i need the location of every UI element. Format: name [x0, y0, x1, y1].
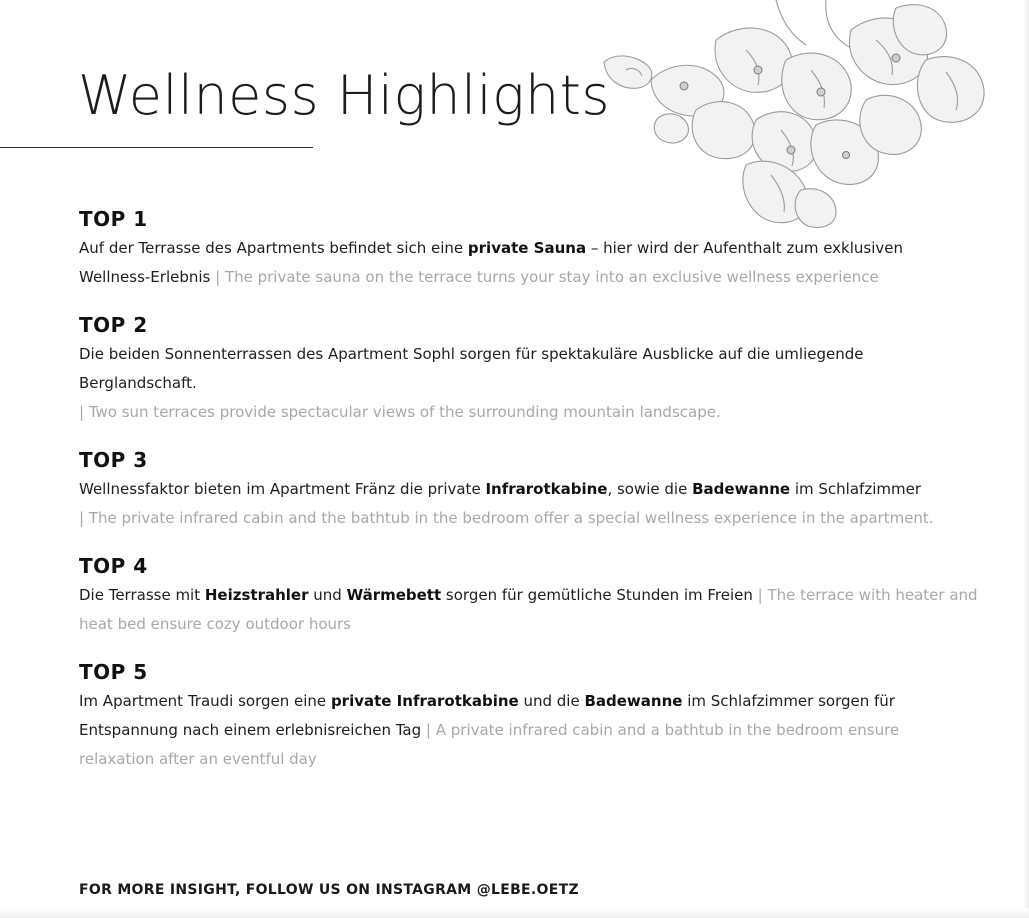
- german-text-bold: Badewanne: [692, 480, 791, 498]
- german-text-bold: Badewanne: [584, 692, 683, 710]
- german-text: und: [308, 586, 347, 604]
- german-text: Die beiden Sonnenterrassen des Apartment Sophl sorgen für spektakuläre Ausblicke auf die umliegende Berglandschaft.: [79, 345, 864, 392]
- highlight-description: [79, 687, 979, 774]
- highlights-list: [79, 206, 979, 774]
- german-text: Auf der Terrasse des Apartments befindet sich eine: [79, 239, 468, 257]
- english-text: | The private sauna on the terrace turns your stay into an exclusive wellness experience: [215, 268, 879, 286]
- highlight-description: [79, 234, 979, 292]
- german-text-bold: private Infrarotkabine: [330, 692, 519, 710]
- highlight-item-5: [79, 659, 979, 774]
- german-text-bold: private Sauna: [467, 239, 587, 257]
- highlight-description: [79, 475, 979, 533]
- english-text: | The private infrared cabin and the bathtub in the bedroom offer a special wellness experience in the apartment.: [79, 509, 934, 527]
- german-text: im Schlafzimmer sorgen für Entspannung nach einem erlebnisreichen Tag: [79, 692, 895, 739]
- highlight-heading: TOP 2: [79, 313, 148, 337]
- german-text-bold: Heizstrahler: [204, 586, 309, 604]
- english-text: | A private infrared cabin and a bathtub in the bedroom ensure relaxation after an eventful day: [79, 721, 900, 768]
- page-edge-shadow: [0, 908, 1029, 918]
- highlight-item-4: [79, 553, 979, 639]
- german-text: und die: [518, 692, 585, 710]
- flower-illustration: [596, 0, 996, 230]
- german-text: Im Apartment Traudi sorgen eine: [79, 692, 331, 710]
- instagram-footer: FOR MORE INSIGHT, FOLLOW US ON INSTAGRAM @LEBE.OETZ: [79, 882, 579, 898]
- highlight-heading: TOP 4: [79, 554, 148, 578]
- german-text: – hier wird der Aufenthalt zum exklusiven Wellness-Erlebnis: [79, 239, 904, 286]
- english-text: | The terrace with heater and heat bed ensure cozy outdoor hours: [79, 586, 978, 633]
- highlight-item-3: [79, 447, 979, 533]
- german-text: im Schlafzimmer: [790, 480, 921, 498]
- highlight-heading: TOP 1: [79, 207, 148, 231]
- highlight-heading: TOP 3: [79, 448, 148, 472]
- german-text: , sowie die: [607, 480, 693, 498]
- english-text: | Two sun terraces provide spectacular views of the surrounding mountain landscape.: [79, 403, 721, 421]
- title-divider: [0, 147, 313, 148]
- highlight-description: [79, 340, 979, 427]
- highlight-item-2: [79, 312, 979, 427]
- highlight-heading: TOP 5: [79, 660, 148, 684]
- page-edge-shadow: [1023, 0, 1029, 918]
- german-text: Die Terrasse mit: [79, 586, 205, 604]
- page-title: Wellness Highlights: [78, 64, 611, 127]
- german-text-bold: Wärmebett: [346, 586, 442, 604]
- highlight-description: [79, 581, 979, 639]
- german-text: sorgen für gemütliche Stunden im Freien: [441, 586, 758, 604]
- german-text: Wellnessfaktor bieten im Apartment Fränz die private: [79, 480, 486, 498]
- german-text-bold: Infrarotkabine: [485, 480, 608, 498]
- highlight-item-1: [79, 206, 979, 292]
